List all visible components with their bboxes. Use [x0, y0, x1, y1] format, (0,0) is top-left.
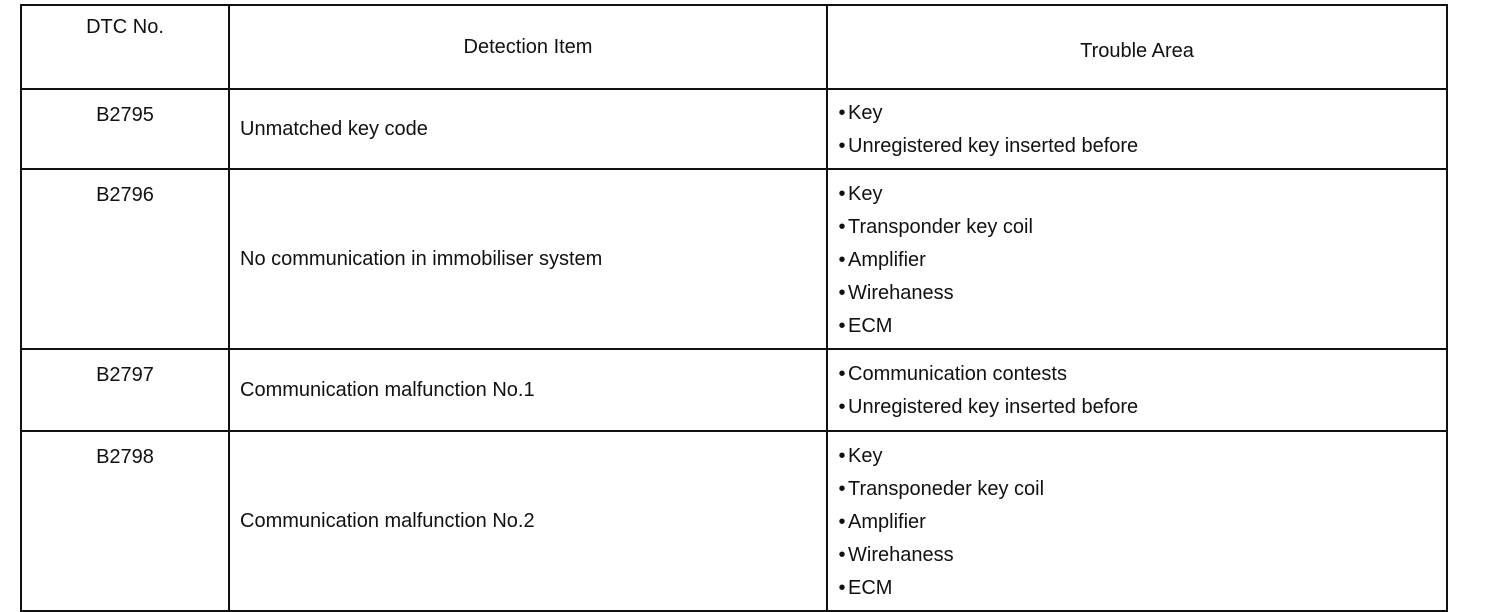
- bullet-icon: •: [838, 363, 846, 385]
- trouble-area: [827, 431, 1447, 611]
- bullet-icon: •: [838, 215, 846, 238]
- trouble-area-list: [836, 178, 1438, 343]
- list-item: [836, 473, 1438, 506]
- dtc-code: B2798: [21, 431, 229, 611]
- list-item-label: Communication contests: [848, 363, 1067, 385]
- list-item-label: Transponeder key coil: [848, 477, 1045, 500]
- trouble-area-list: [836, 440, 1438, 605]
- list-item: [836, 97, 1438, 130]
- list-item: [836, 358, 1438, 391]
- header-dtc-no: DTC No.: [21, 5, 229, 89]
- table-row: [21, 89, 1447, 169]
- list-item: [836, 244, 1438, 277]
- table-row: [21, 169, 1447, 349]
- bullet-icon: •: [838, 314, 846, 337]
- header-row: [21, 5, 1447, 89]
- trouble-area-list: [836, 358, 1438, 424]
- header-trouble-area: Trouble Area: [827, 5, 1447, 89]
- list-item-label: Wirehaness: [848, 543, 954, 566]
- list-item-label: Key: [848, 182, 883, 205]
- list-item-label: Wirehaness: [848, 281, 954, 304]
- bullet-icon: •: [838, 477, 846, 500]
- detection-item: Communication malfunction No.1: [229, 349, 827, 431]
- trouble-area: [827, 349, 1447, 431]
- list-item: [836, 178, 1438, 211]
- list-item: [836, 130, 1438, 163]
- dtc-code: B2795: [21, 89, 229, 169]
- list-item: [836, 310, 1438, 343]
- bullet-icon: •: [838, 576, 846, 599]
- dtc-table: [20, 4, 1448, 612]
- bullet-icon: •: [838, 510, 846, 533]
- bullet-icon: •: [838, 248, 846, 271]
- list-item-label: Key: [848, 102, 883, 124]
- list-item: [836, 211, 1438, 244]
- detection-item: Communication malfunction No.2: [229, 431, 827, 611]
- list-item-label: Amplifier: [848, 510, 926, 533]
- trouble-area-list: [836, 97, 1438, 163]
- list-item-label: Key: [848, 444, 883, 467]
- detection-item: Unmatched key code: [229, 89, 827, 169]
- list-item-label: Unregistered key inserted before: [848, 396, 1139, 418]
- list-item: [836, 440, 1438, 473]
- bullet-icon: •: [838, 281, 846, 304]
- list-item-label: Transponder key coil: [848, 215, 1033, 238]
- table-row: [21, 431, 1447, 611]
- list-item: [836, 572, 1438, 605]
- trouble-area: [827, 89, 1447, 169]
- bullet-icon: •: [838, 396, 846, 418]
- list-item: [836, 277, 1438, 310]
- header-detection-item: Detection Item: [229, 5, 827, 89]
- trouble-area: [827, 169, 1447, 349]
- list-item-label: ECM: [848, 576, 893, 599]
- dtc-code: B2796: [21, 169, 229, 349]
- list-item-label: Unregistered key inserted before: [848, 135, 1139, 157]
- detection-item: No communication in immobiliser system: [229, 169, 827, 349]
- list-item: [836, 391, 1438, 424]
- bullet-icon: •: [838, 135, 846, 157]
- bullet-icon: •: [838, 102, 846, 124]
- table-row: [21, 349, 1447, 431]
- dtc-code: B2797: [21, 349, 229, 431]
- list-item: [836, 506, 1438, 539]
- bullet-icon: •: [838, 182, 846, 205]
- list-item-label: Amplifier: [848, 248, 926, 271]
- list-item-label: ECM: [848, 314, 893, 337]
- bullet-icon: •: [838, 543, 846, 566]
- list-item: [836, 539, 1438, 572]
- bullet-icon: •: [838, 444, 846, 467]
